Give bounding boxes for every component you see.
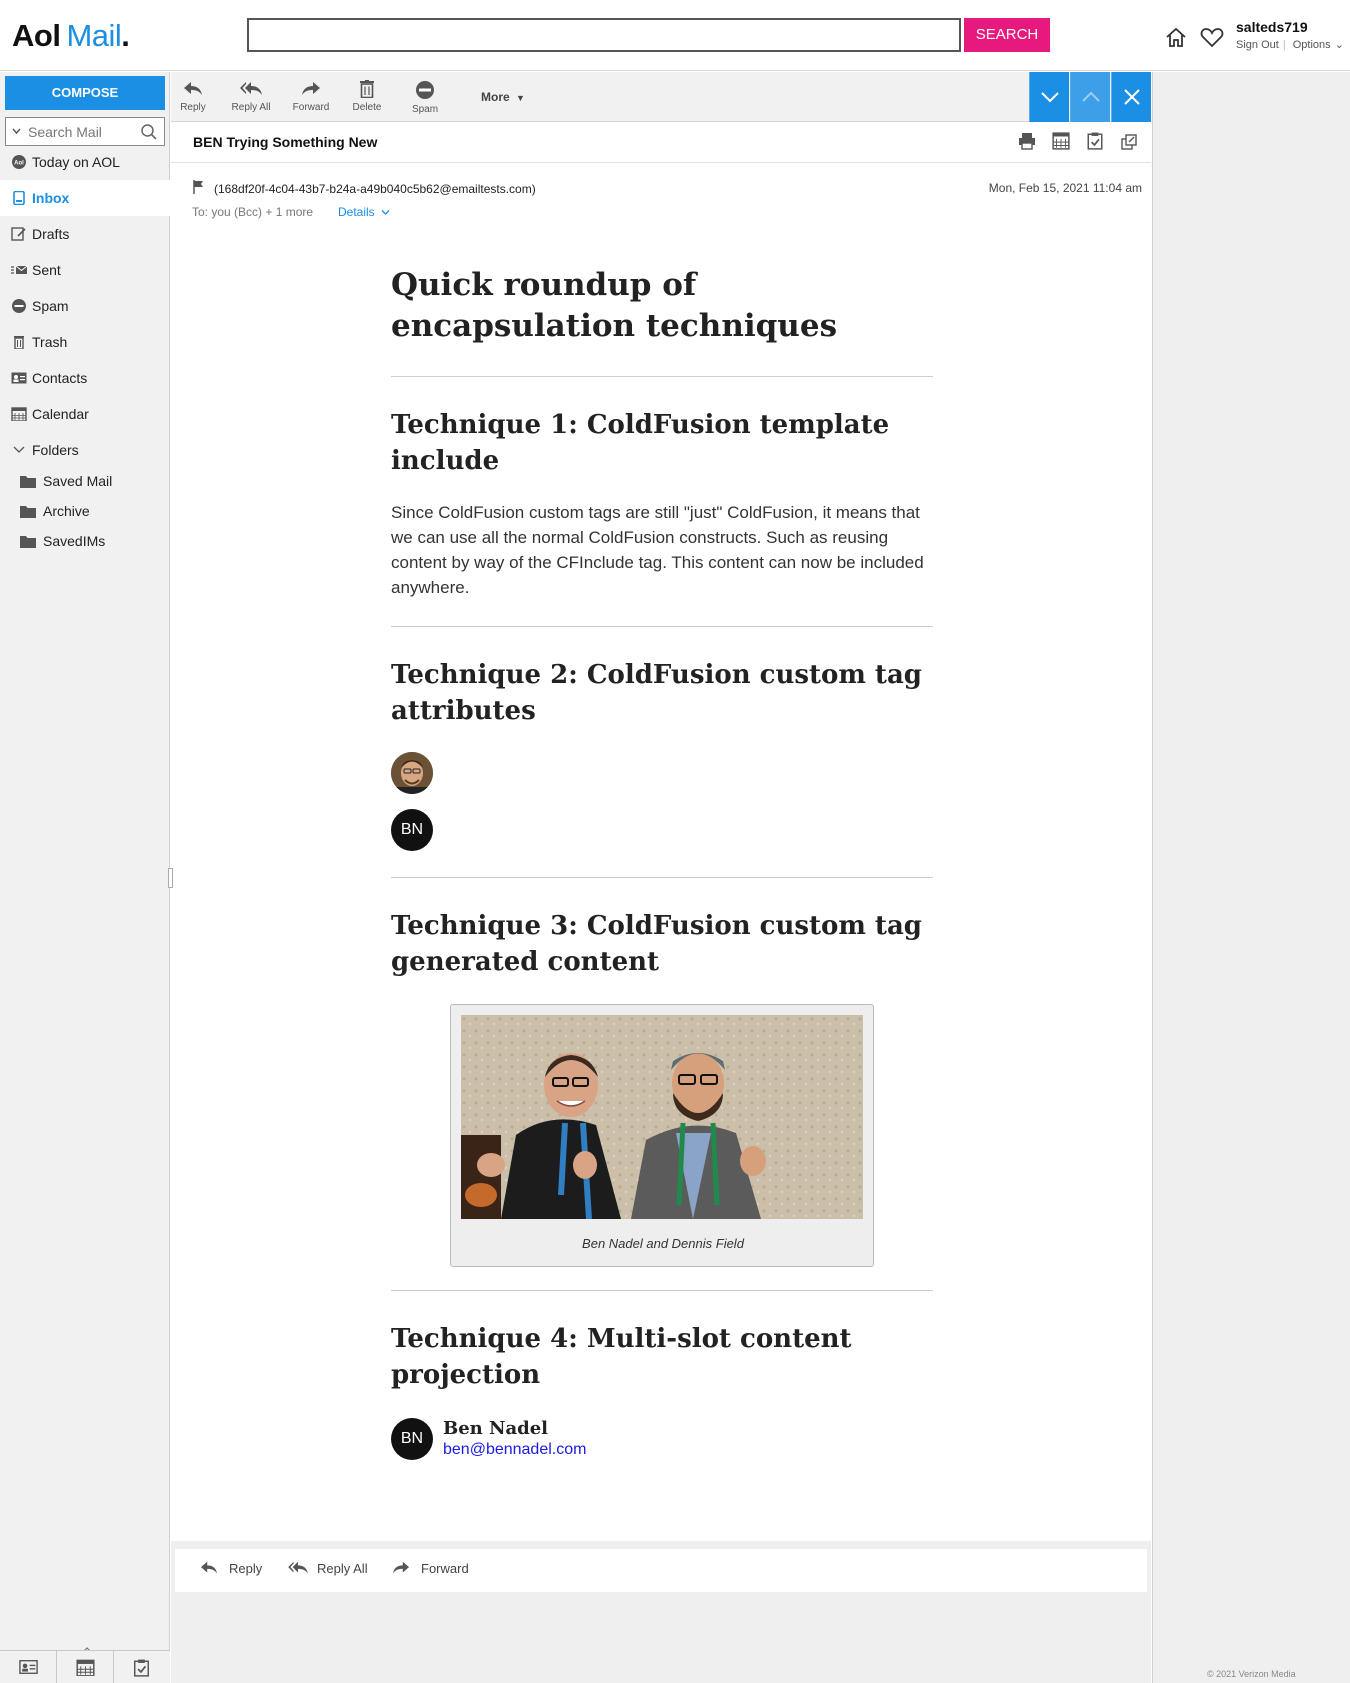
spam-icon — [415, 80, 435, 100]
sidebar-bottom-bar — [0, 1650, 170, 1683]
forward-icon — [301, 80, 321, 98]
sidebar-item-folders[interactable] — [0, 432, 170, 468]
sent-icon — [11, 263, 27, 277]
tasks-shortcut[interactable] — [114, 1651, 171, 1683]
sidebar-item-label: Folders — [32, 442, 79, 458]
delete-label: Delete — [352, 102, 382, 113]
folder-icon — [20, 535, 36, 548]
sidebar-item-spam[interactable] — [0, 288, 170, 324]
signature-name: Ben Nadel — [443, 1418, 549, 1439]
next-message-button[interactable] — [1029, 72, 1069, 122]
subject-actions — [1006, 132, 1139, 155]
options-chevron-icon[interactable]: ⌄ — [1334, 39, 1344, 51]
logo-dot: . — [121, 18, 130, 53]
more-label: More — [481, 90, 510, 104]
print-icon[interactable] — [1018, 132, 1036, 150]
folder-savedims[interactable] — [0, 526, 170, 556]
tasks-icon — [133, 1659, 150, 1677]
right-ad-column — [1152, 72, 1350, 1683]
calendar-icon — [11, 407, 27, 421]
sender-address: (168df20f-4c04-43b7-b24a-a49b040c5b62@emailtests.com) — [214, 182, 536, 196]
calendar-icon[interactable] — [1052, 132, 1070, 150]
left-sidebar — [0, 72, 170, 1683]
close-message-button[interactable] — [1111, 72, 1151, 122]
folder-icon — [20, 505, 36, 518]
reply-label: Reply — [180, 102, 206, 113]
email-title: Quick roundup of encapsulation techniques — [391, 267, 838, 344]
recipients-line: To: you (Bcc) + 1 more — [192, 205, 314, 219]
contacts-shortcut[interactable] — [0, 1651, 57, 1683]
sidebar-item-inbox[interactable] — [0, 180, 170, 216]
pane-resize-handle[interactable] — [168, 868, 173, 888]
search-input[interactable] — [247, 18, 961, 52]
folder-saved-mail[interactable] — [0, 466, 170, 496]
search-button[interactable]: SEARCH — [964, 18, 1050, 52]
task-icon[interactable] — [1087, 132, 1105, 150]
aol-icon — [11, 155, 27, 169]
bottom-reply-label: Reply — [229, 1561, 263, 1576]
signature-avatar: BN — [391, 1418, 433, 1460]
details-label: Details — [338, 205, 375, 219]
top-header — [0, 0, 1350, 71]
chevron-down-icon[interactable] — [12, 127, 21, 136]
aol-mail-logo[interactable] — [12, 18, 129, 54]
chevron-down-icon — [381, 209, 390, 216]
contacts-icon — [19, 1659, 38, 1675]
chevron-down-icon — [11, 443, 27, 457]
close-icon — [1122, 87, 1142, 107]
reply-button[interactable] — [173, 76, 213, 120]
section-heading: Technique 2: ColdFusion custom tag attributes — [391, 660, 922, 726]
sign-out-link[interactable]: Sign Out — [1236, 39, 1279, 51]
section-heading: Technique 3: ColdFusion custom tag generated content — [391, 911, 922, 977]
search-mail-placeholder: Search Mail — [28, 124, 102, 140]
calendar-shortcut[interactable] — [57, 1651, 114, 1683]
spam-button[interactable] — [405, 76, 445, 120]
sidebar-item-label: Spam — [32, 298, 69, 314]
reply-all-icon — [239, 80, 263, 98]
sidebar-item-contacts[interactable] — [0, 360, 170, 396]
calendar-icon — [76, 1659, 95, 1676]
sidebar-item-trash[interactable] — [0, 324, 170, 360]
search-mail-field[interactable] — [5, 117, 165, 146]
folder-label: SavedIMs — [43, 533, 106, 549]
contacts-icon — [11, 371, 27, 385]
forward-label: Forward — [292, 102, 330, 113]
copyright-text: © 2021 Verizon Media — [1207, 1669, 1296, 1679]
sidebar-item-label: Drafts — [32, 226, 70, 242]
inbox-icon — [11, 191, 27, 205]
sidebar-item-today-on-aol[interactable] — [0, 144, 170, 180]
section-heading: Technique 4: Multi-slot content projection — [391, 1324, 852, 1390]
divider — [391, 1290, 933, 1291]
divider — [391, 877, 933, 878]
sidebar-item-label: Today on AOL — [32, 154, 120, 170]
trash-icon — [359, 80, 375, 98]
divider — [391, 376, 933, 377]
sidebar-item-drafts[interactable] — [0, 216, 170, 252]
subject-bar — [171, 123, 1151, 163]
sidebar-item-label: Sent — [32, 262, 61, 278]
svg-text:Aol: Aol — [14, 160, 24, 167]
reply-all-button[interactable] — [229, 76, 273, 120]
flag-icon[interactable] — [193, 180, 205, 194]
section-heading: Technique 1: ColdFusion template include — [391, 410, 890, 476]
email-subject: BEN Trying Something New — [193, 134, 378, 150]
search-icon[interactable] — [140, 123, 158, 141]
bottom-forward-label: Forward — [421, 1561, 469, 1576]
delete-button[interactable] — [347, 76, 387, 120]
caret-down-icon: ▼ — [516, 93, 525, 103]
folder-icon — [20, 475, 36, 488]
sidebar-item-label: Trash — [32, 334, 68, 350]
reply-all-label: Reply All — [231, 102, 271, 113]
logo-mail-text: Mail — [66, 18, 122, 53]
username: salteds719 — [1236, 19, 1308, 35]
options-link[interactable]: Options — [1292, 39, 1331, 51]
divider — [391, 626, 933, 627]
sidebar-item-label: Calendar — [32, 406, 89, 422]
previous-message-button[interactable] — [1070, 72, 1110, 122]
folder-label: Archive — [43, 503, 90, 519]
section-paragraph: Since ColdFusion custom tags are still "just" ColdFusion, it means that we can use all the normal ColdFusion constructs. Such as reusing content by way of the CFInclude tag. This content can now be included anywhere. — [391, 503, 924, 597]
message-toolbar — [171, 72, 1151, 122]
sidebar-item-calendar[interactable] — [0, 396, 170, 432]
folder-label: Saved Mail — [43, 473, 113, 489]
photo-ben-and-dennis — [461, 1015, 863, 1219]
home-icon[interactable] — [1165, 26, 1187, 48]
chevron-up-icon — [1081, 87, 1101, 107]
forward-icon — [391, 1560, 411, 1576]
spam-label: Spam — [411, 104, 439, 115]
reply-bar — [175, 1549, 1147, 1592]
photo-figure — [450, 1004, 874, 1267]
compose-button[interactable]: COMPOSE — [5, 76, 165, 110]
spam-icon — [11, 299, 27, 313]
sidebar-item-label: Inbox — [32, 190, 70, 206]
avatar-photo — [391, 752, 433, 794]
photo-caption: Ben Nadel and Dennis Field — [582, 1236, 744, 1251]
reply-area — [171, 1541, 1151, 1683]
avatar-initials: BN — [391, 809, 433, 851]
more-menu-button[interactable] — [481, 90, 525, 104]
sidebar-item-label: Contacts — [32, 370, 88, 386]
bottom-reply-all-label: Reply All — [317, 1561, 368, 1576]
popout-icon[interactable] — [1121, 134, 1139, 152]
email-date: Mon, Feb 15, 2021 11:04 am — [988, 181, 1142, 195]
sidebar-item-sent[interactable] — [0, 252, 170, 288]
link-separator: | — [1282, 39, 1286, 51]
heart-icon[interactable] — [1200, 26, 1224, 48]
drafts-icon — [11, 227, 27, 241]
signature-email-link[interactable]: ben@bennadel.com — [443, 1441, 587, 1458]
reply-icon — [183, 80, 203, 98]
trash-icon — [11, 335, 27, 349]
user-links — [1236, 38, 1348, 51]
logo-aol-text: Aol — [12, 18, 61, 53]
folder-archive[interactable] — [0, 496, 170, 526]
chevron-down-icon — [1040, 87, 1060, 107]
details-toggle[interactable] — [338, 205, 390, 219]
reply-icon — [199, 1560, 219, 1576]
forward-button[interactable] — [289, 76, 333, 120]
reply-all-icon — [286, 1560, 310, 1576]
